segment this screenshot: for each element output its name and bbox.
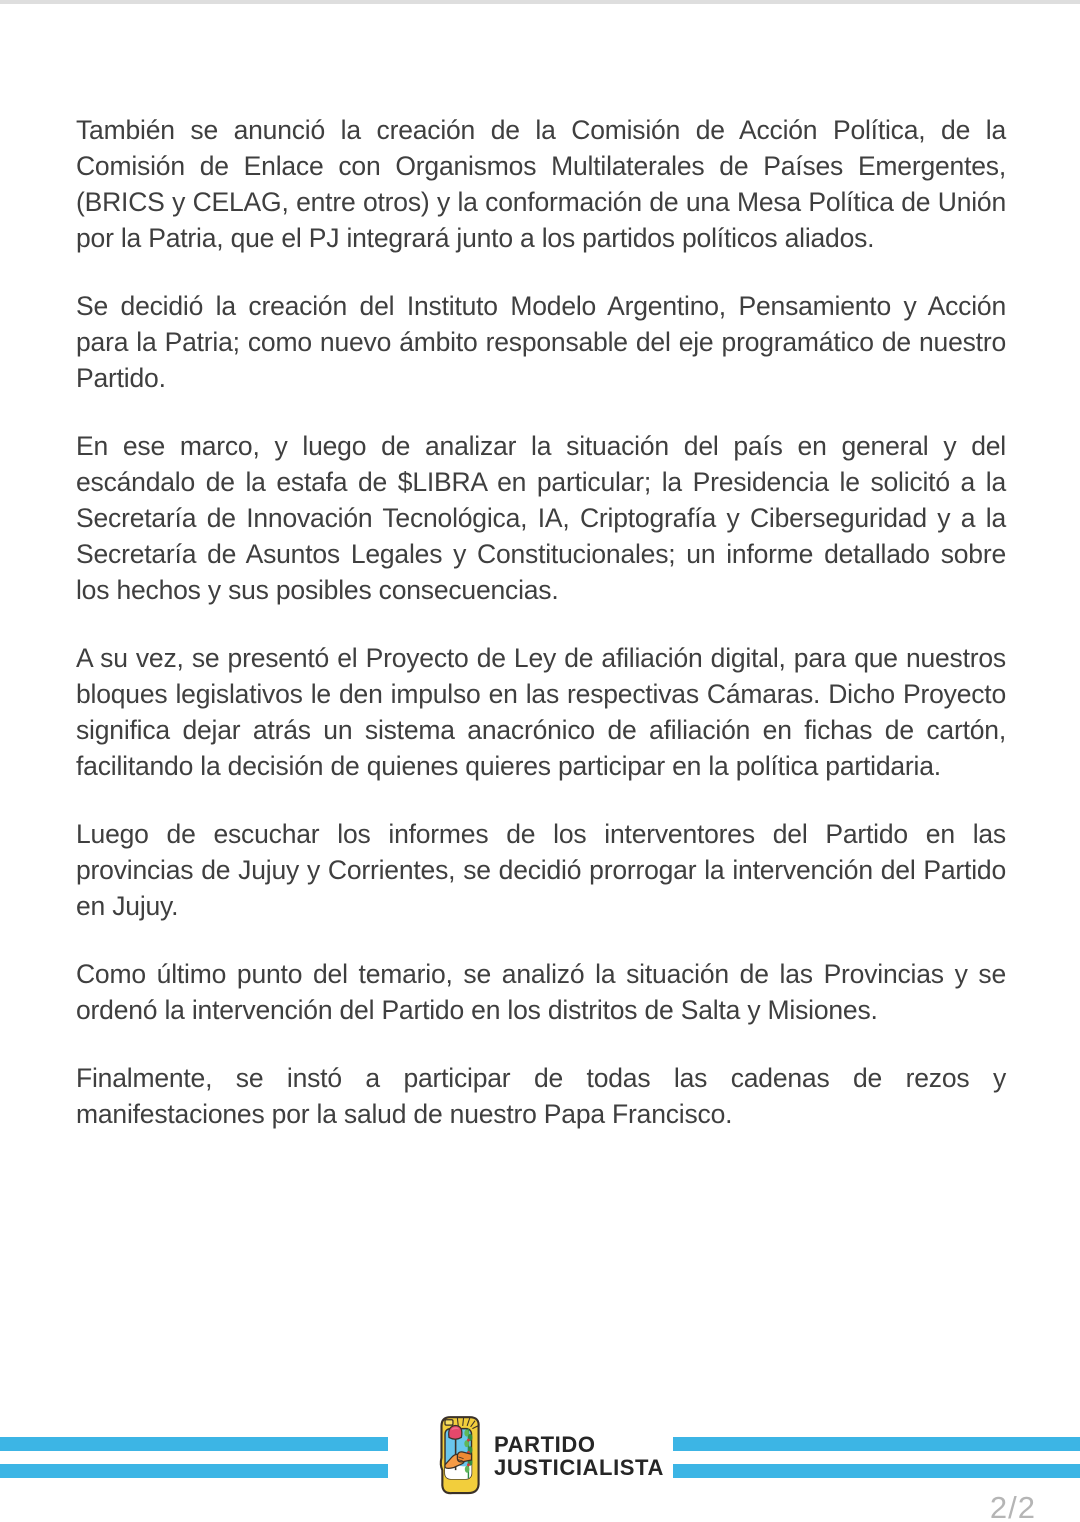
paragraph: Se decidió la creación del Instituto Modelo Argentino, Pensamiento y Acción para la Patria; como nuevo ámbito responsable del eje programático de nuestro Partido. — [76, 291, 1006, 393]
footer-flag-stripes-left — [0, 1437, 388, 1478]
top-edge-bar — [0, 0, 1080, 4]
paragraph: A su vez, se presentó el Proyecto de Ley de afiliación digital, para que nuestros bloques legislativos le den impulso en las respectivas Cámaras. Dicho Proyecto significa dejar atrás un sistema anacrónico de afiliación en fichas de cartón, facilitando la decisión de quienes quieres participar en la política partidaria. — [76, 643, 1006, 781]
party-name — [494, 1433, 664, 1479]
footer-flag-stripes-right — [673, 1437, 1080, 1478]
pj-shield-logo — [430, 1413, 483, 1499]
page-number: 2/2 — [989, 1490, 1036, 1522]
page-footer — [0, 1400, 1080, 1522]
document-body — [76, 112, 1006, 1164]
stripe-bar — [673, 1464, 1080, 1478]
party-name-line2: JUSTICIALISTA — [494, 1455, 664, 1480]
stripe-bar — [0, 1464, 388, 1478]
stripe-bar — [673, 1437, 1080, 1451]
party-name-line1: PARTIDO — [494, 1432, 596, 1457]
paragraph: Luego de escuchar los informes de los interventores del Partido en las provincias de Jujuy y Corrientes, se decidió prorrogar la intervención del Partido en Jujuy. — [76, 819, 1006, 921]
paragraph: Como último punto del temario, se analizó la situación de las Provincias y se ordenó la intervención del Partido en los distritos de Salta y Misiones. — [76, 959, 1006, 1025]
paragraph: Finalmente, se instó a participar de todas las cadenas de rezos y manifestaciones por la salud de nuestro Papa Francisco. — [76, 1063, 1006, 1129]
paragraph: En ese marco, y luego de analizar la situación del país en general y del escándalo de la estafa de $LIBRA en particular; la Presidencia le solicitó a la Secretaría de Innovación Tecnológica, IA, Criptografía y Ciberseguridad y a la Secretaría de Asuntos Legales y Constitucionales; un informe detallado sobre los hechos y sus posibles consecuencias. — [76, 431, 1006, 605]
party-logo-lockup — [430, 1413, 664, 1499]
paragraph: También se anunció la creación de la Comisión de Acción Política, de la Comisión de Enlace con Organismos Multilaterales de Países Emergentes, (BRICS y CELAG, entre otros) y la conformación de una Mesa Política de Unión por la Patria, que el PJ integrará junto a los partidos políticos aliados. — [76, 115, 1006, 253]
stripe-bar — [0, 1437, 388, 1451]
